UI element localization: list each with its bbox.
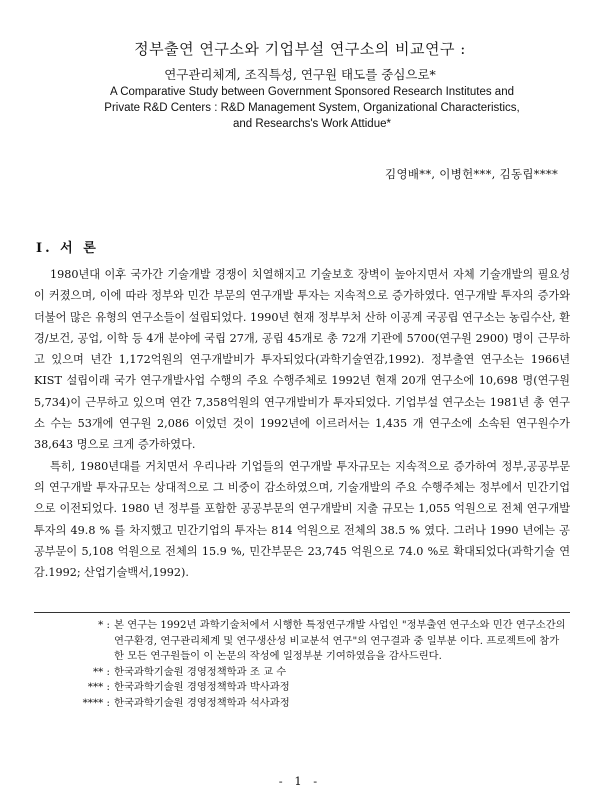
english-title-line: Private R&D Centers : R&D Management System, Organizational Characteristics, <box>104 102 520 114</box>
footnote-item <box>40 665 568 681</box>
footnote-mark: **** : <box>82 696 110 709</box>
footnote-mark: *** : <box>87 681 110 693</box>
section-heading: I. 서 론 <box>36 241 99 256</box>
page-number: - 1 - <box>278 774 322 788</box>
body-paragraph: 1980년대 이후 국가간 기술개발 경쟁이 치열해지고 기술보호 장벽이 높아지면서 자체 기술개발의 필요성이 커졌으며, 이에 따라 정부와 민간 부문의 연구개발 투자는 지속적으로 증가하였다. 연구개발 투자의 증가와 더불어 많은 유형의 연구소들이 설립되었다. 1990년 현재 정부부처 산하 이공계 국공립 연구소는 농림수산, 환경/보건, 공업, 이학 등 4개 분야에 국립 27개, 공립 45개로 총 72개 기관에 5700(연구원 2900) 명이 근무하고 있으며 년간 1,172억원의 연구개발비가 투자되었다(과학기술연감,1992). 정부출연 연구소는 1966년 KIST 설립이래 국가 연구개발사업 수행의 주요 수행주체로 1992년 현재 20개 연구소에 10,698 명(연구원 5,734)이 근무하고 있으며 연간 7,358억원의 연구개발비가 투자되었다. 기업부설 연구소는 1981년 총 연구소 수는 53개에 연구원 2,086 이었던 것이 1992년에 이르러서는 1,435 개 연구소에 소속된 연구원수가 38,643 명으로 크게 증가하였다. <box>34 268 570 452</box>
footnote-text: 한국과학기술원 경영정책학과 석사과정 <box>114 696 290 709</box>
footnote-item <box>40 618 568 665</box>
paper-title-english <box>52 84 572 132</box>
footnote-item <box>40 680 568 696</box>
author-list: 김영배**, 이병헌***, 김동립**** <box>385 167 558 181</box>
footnote-item <box>40 696 568 712</box>
footnote-text: 한국과학기술원 경영정책학과 조 교 수 <box>114 665 287 678</box>
english-title-line: A Comparative Study between Government Sponsored Research Institutes and <box>109 86 514 98</box>
footnotes <box>40 618 568 711</box>
footnote-divider <box>34 612 570 613</box>
paper-subtitle-korean: 연구관리체계, 조직특성, 연구원 태도를 중심으로* <box>164 67 436 82</box>
paper-title-korean: 정부출연 연구소와 기업부설 연구소의 비교연구 : <box>134 40 466 58</box>
english-title-line: and Researchs's Work Attidue* <box>233 118 391 130</box>
footnote-text: 본 연구는 1992년 과학기술처에서 시행한 특정연구개발 사업인 "정부출연 연구소와 민간 연구소간의 연구환경, 연구관리체계 및 연구생산성 비교분석 연구"의 연구결과 중 일부분 이다. 프로젝트에 참가한 모든 연구원들이 이 논문의 작성에 일정부분 기여하였음을 감사드린다. <box>114 619 566 662</box>
footnote-text: 한국과학기술원 경영정책학과 박사과정 <box>114 681 290 693</box>
body-paragraph: 특히, 1980년대를 거치면서 우리나라 기업들의 연구개발 투자규모는 지속적으로 증가하여 정부,공공부문의 연구개발 투자규모는 상대적으로 그 비중이 감소하였으며, 기술개발의 주요 수행주체는 정부에서 민간기업으로 이전되었다. 1980 년 정부를 포함한 공공부문의 연구개발비 지출 규모는 1,055 억원으로 전체 연구개발 투자의 49.8 % 를 차지했고 민간기업의 투자는 814 억원으로 전체의 38.5 % 였다. 그러나 1990 년에는 공공부문이 5,108 억원으로 전체의 15.9 %, 민간부문은 23,745 억원으로 74.0 %로 확대되었다(과학기술 연감.1992; 산업기술백서,1992). <box>34 459 570 580</box>
footnote-mark: * : <box>98 619 110 631</box>
footnote-mark: ** : <box>92 665 110 678</box>
body-text <box>34 264 570 583</box>
